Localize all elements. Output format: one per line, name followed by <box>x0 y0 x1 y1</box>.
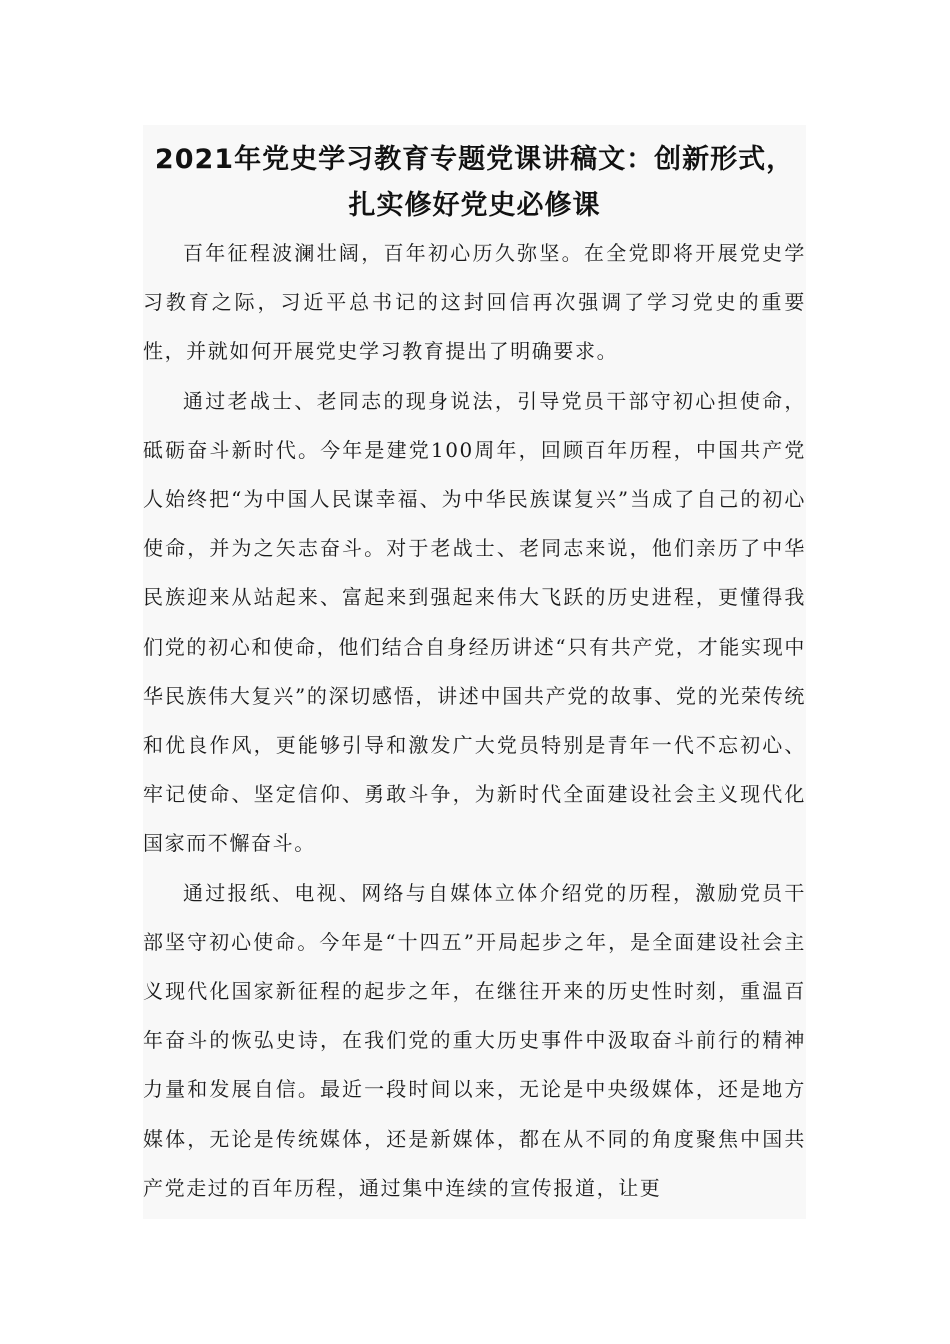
paragraph-2: 通过老战士、老同志的现身说法，引导党员干部守初心担使命，砥砺奋斗新时代。今年是建党100周年，回顾百年历程，中国共产党人始终把“为中国人民谋幸福、为中华民族谋复兴”当成了自己的初心使命，并为之矢志奋斗。对于老战士、老同志来说，他们亲历了中华民族迎来从站起来、富起来到强起来伟大飞跃的历史进程，更懂得我们党的初心和使命，他们结合自身经历讲述“只有共产党，才能实现中华民族伟大复兴”的深切感悟，讲述中国共产党的故事、党的光荣传统和优良作风，更能够引导和激发广大党员特别是青年一代不忘初心、牢记使命、坚定信仰、勇敢斗争，为新时代全面建设社会主义现代化国家而不懈奋斗。 <box>143 388 806 856</box>
title-line-2: 扎实修好党史必修课 <box>348 190 601 221</box>
document-body <box>143 229 806 1213</box>
document-page <box>143 125 806 1219</box>
paragraph-1: 百年征程波澜壮阔，百年初心历久弥坚。在全党即将开展党史学习教育之际，习近平总书记的这封回信再次强调了学习党史的重要性，并就如何开展党史学习教育提出了明确要求。 <box>143 241 806 364</box>
title-line-1: 2021年党史学习教育专题党课讲稿文：创新形式， <box>154 144 795 175</box>
paragraph-3: 通过报纸、电视、网络与自媒体立体介绍党的历程，激励党员干部坚守初心使命。今年是“十四五”开局起步之年，是全面建设社会主义现代化国家新征程的起步之年，在继往开来的历史性时刻，重温百年奋斗的恢弘史诗，在我们党的重大历史事件中汲取奋斗前行的精神力量和发展自信。最近一段时间以来，无论是中央级媒体，还是地方媒体，无论是传统媒体，还是新媒体，都在从不同的角度聚焦中国共产党走过的百年历程，通过集中连续的宣传报道，让更 <box>143 880 806 1200</box>
document-title <box>143 125 806 229</box>
